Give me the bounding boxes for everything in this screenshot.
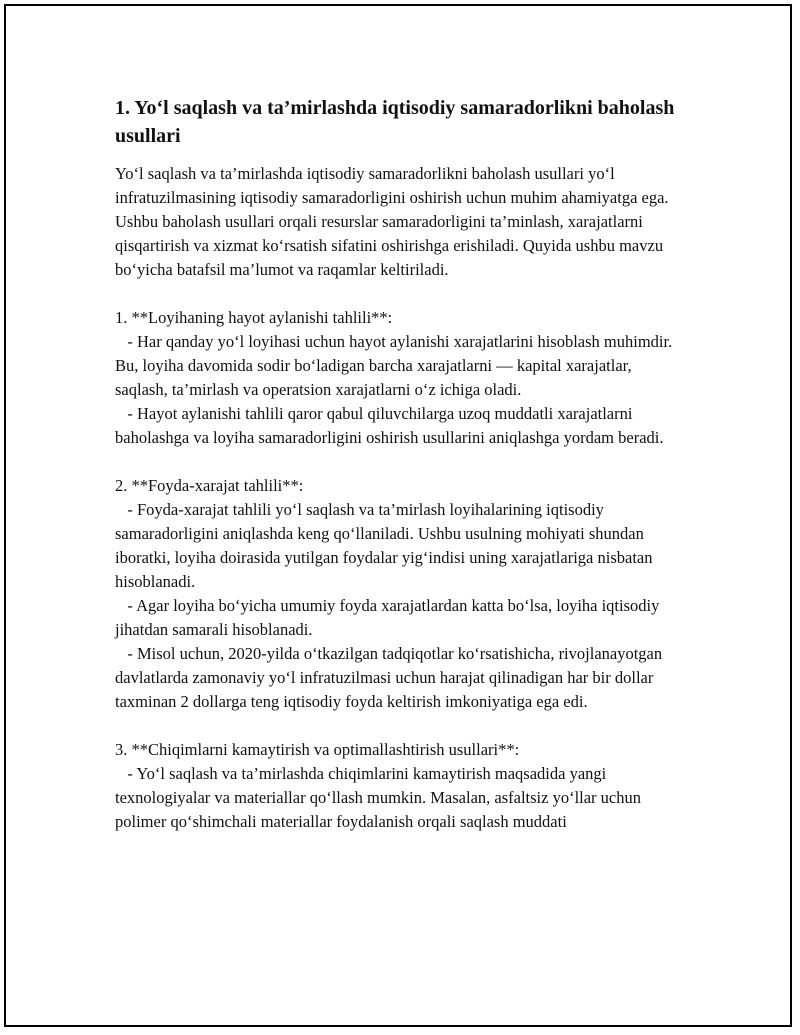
document-title: 1. Yo‘l saqlash va ta’mirlashda iqtisodiy samaradorlikni baholash usullari: [115, 97, 675, 147]
paragraph-gap: [115, 282, 685, 306]
paragraph-gap: [115, 714, 685, 738]
intro-paragraph: Yo‘l saqlash va ta’mirlashda iqtisodiy samaradorlikni baholash usullari yo‘l infratuzilmasining iqtisodiy samaradorligini oshirish uchun muhim ahamiyatga ega. Ushbu baholash usullari orqali resurslar samaradorligini ta’minlash, xarajatlarni qisqartirish va xizmat ko‘rsatish sifatini oshirishga erishiladi. Quyida ushbu mavzu bo‘yicha batafsil ma’lumot va raqamlar keltiriladi.: [115, 164, 673, 279]
section-3-cost-reduction: 3. **Chiqimlarni kamaytirish va optimallashtirish usullari**: - Yo‘l saqlash va ta’mirlashda chiqimlarini kamaytirish maqsadida yangi texnologiyalar va materiallar qo‘llash mumkin. Masalan, asfaltsiz yo‘llar uchun polimer qo‘shimchali materiallar foydalanish orqali saqlash muddati: [115, 740, 642, 831]
document-body: [115, 94, 685, 834]
section-2-cost-benefit: 2. **Foyda-xarajat tahlili**: - Foyda-xarajat tahlili yo‘l saqlash va ta’mirlash loyihalarining iqtisodiy samaradorligini aniqlashda keng qo‘llaniladi. Ushbu usulning mohiyati shundan iboratki, loyiha doirasida yutilgan foydalar yig‘indisi uning xarajatlariga nisbatan hisoblanadi. - Agar loyiha bo‘yicha umumiy foyda xarajatlardan katta bo‘lsa, loyiha iqtisodiy jihatdan samarali hisoblanadi. - Misol uchun, 2020-yilda o‘tkazilgan tadqiqotlar ko‘rsatishicha, rivojlanayotgan davlatlarda zamonaviy yo‘l infratuzilmasi uchun harajat qilinadigan har bir dollar taxminan 2 dollarga teng iqtisodiy foyda keltirish imkoniyatiga ega edi.: [115, 476, 663, 711]
paragraph-gap: [115, 450, 685, 474]
section-1-life-cycle: 1. **Loyihaning hayot aylanishi tahlili**: - Har qanday yo‘l loyihasi uchun hayot aylanishi xarajatlarini hisoblash muhimdir. Bu, loyiha davomida sodir bo‘ladigan barcha xarajatlarni — kapital xarajatlar, saqlash, ta’mirlash va operatsion xarajatlarni o‘z ichiga oladi. - Hayot aylanishi tahlili qaror qabul qiluvchilarga uzoq muddatli xarajatlarni baholashga va loyiha samaradorligini oshirish usullarini aniqlashga yordam beradi.: [115, 308, 673, 447]
